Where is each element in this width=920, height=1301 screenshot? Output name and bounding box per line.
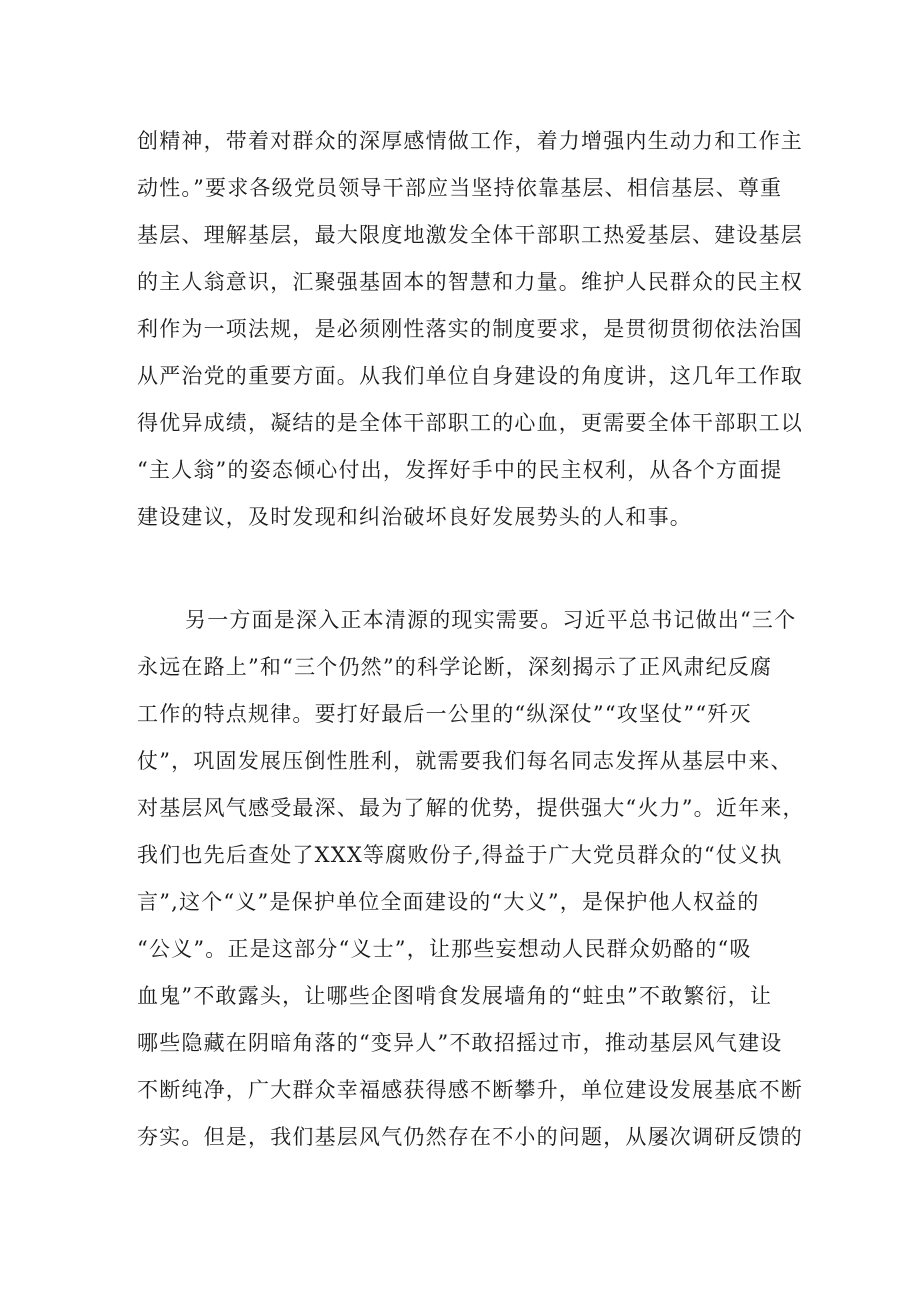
paragraph-line: 动性。”要求各级党员领导干部应当坚持依靠基层、相信基层、尊重 bbox=[137, 176, 783, 200]
paragraph-line: 从严治党的重要方面。从我们单位自身建设的角度讲，这几年工作取 bbox=[137, 364, 803, 388]
paragraph-line: 夯实。但是，我们基层风气仍然存在不小的问题，从屡次调研反馈的 bbox=[137, 1125, 803, 1149]
paragraph-line: 我们也先后查处了XXX等腐败份子,得益于广大党员群众的“仗义执 bbox=[137, 843, 783, 867]
paragraph-line: 基层、理解基层，最大限度地激发全体干部职工热爱基层、建设基层 bbox=[137, 223, 803, 247]
paragraph-line: 创精神，带着对群众的深厚感情做工作，着力增强内生动力和工作主 bbox=[137, 129, 803, 153]
paragraph-line: 永远在路上”和“三个仍然”的科学论断，深刻揭示了正风肃纪反腐 bbox=[137, 655, 773, 679]
paragraph-line: 建设建议，及时发现和纠治破坏良好发展势头的人和事。 bbox=[137, 505, 692, 529]
paragraph-line: 工作的特点规律。要打好最后一公里的“纵深仗”“攻坚仗”“歼灭 bbox=[137, 702, 752, 726]
paragraph-line: 的主人翁意识，汇聚强基固本的智慧和力量。维护人民群众的民主权 bbox=[137, 270, 803, 294]
paragraph-line: “主人翁”的姿态倾心付出，发挥好手中的民主权利，从各个方面提 bbox=[137, 458, 783, 482]
paragraph-line: 利作为一项法规，是必须刚性落实的制度要求，是贯彻贯彻依法治国 bbox=[137, 317, 803, 341]
paragraph-line: 血鬼”不敢露头，让哪些企图啃食发展墙角的“蛀虫”不敢繁衍，让 bbox=[137, 984, 773, 1008]
paragraph-line: 对基层风气感受最深、最为了解的优势，提供强大“火力”。近年来， bbox=[137, 796, 805, 820]
paragraph-line: 仗”，巩固发展压倒性胜利，就需要我们每名同志发挥从基层中来、 bbox=[137, 749, 793, 773]
paragraph-line: 得优异成绩，凝结的是全体干部职工的心血，更需要全体干部职工以 bbox=[137, 411, 803, 435]
paragraph-line: 不断纯净，广大群众幸福感获得感不断攀升，单位建设发展基底不断 bbox=[137, 1078, 803, 1102]
paragraph-line: “公义”。正是这部分“义士”，让那些妄想动人民群众奶酪的“吸 bbox=[137, 937, 752, 961]
paragraph-line: 哪些隐藏在阴暗角落的“变异人”不敢招摇过市，推动基层风气建设 bbox=[137, 1031, 783, 1055]
paragraph-line: 另一方面是深入正本清源的现实需要。习近平总书记做出“三个 bbox=[185, 608, 797, 632]
paragraph-line: 言”,这个“义”是保护单位全面建设的“大义”，是保护他人权益的 bbox=[137, 890, 760, 914]
